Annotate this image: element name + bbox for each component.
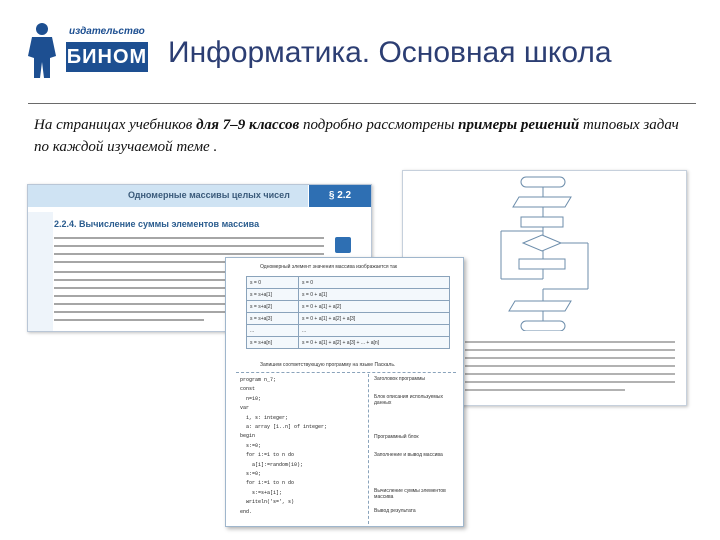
text-line (465, 341, 675, 343)
text-line (465, 365, 675, 367)
code-comment: Программный блок (374, 434, 419, 440)
pencil-icon (335, 237, 351, 253)
code-comment: Заголовок программы (374, 376, 426, 382)
table-cell: s = s+a[n] (247, 337, 299, 349)
publisher-name: БИНОМ (66, 46, 148, 68)
text-line (54, 287, 234, 289)
text-line (54, 279, 234, 281)
table-cell: s = 0 + a[1] (299, 289, 450, 301)
table-caption: Одномерный элемент значения массива изображается так (260, 264, 398, 270)
table-cell: s = 0 (247, 277, 299, 289)
publisher-small-label: издательство (69, 26, 145, 37)
code-line: s:=s+a[i]; (240, 489, 283, 496)
code-line: writeln('s=', s) (240, 499, 295, 506)
desc-part-3: типовых задач по каждой изучаемой теме . (34, 117, 679, 155)
text-line (54, 319, 204, 321)
table-cell: s = 0 + a[1] + a[2] (299, 301, 450, 313)
table-cell: s = s+a[2] (247, 301, 299, 313)
code-line: const (240, 386, 256, 393)
table-cell: s = 0 (299, 277, 450, 289)
subsection-heading: 2.2.4. Вычисление суммы элементов массива (54, 219, 260, 229)
table-row (247, 289, 450, 301)
divider (236, 372, 456, 373)
table-cell: s = s+a[3] (247, 313, 299, 325)
person-icon (22, 22, 62, 80)
text-line (54, 253, 324, 255)
code-line: begin (240, 433, 256, 440)
code-line: program n_7; (240, 377, 277, 383)
desc-bold-2: примеры решений (458, 117, 580, 133)
text-line (54, 271, 234, 273)
desc-part-2: подробно рассмотрены (299, 117, 459, 133)
text-line (54, 295, 234, 297)
code-line: a[i]:=random(10); (240, 461, 304, 468)
table-cell: s = 0 + a[1] + a[2] + a[3] + ... + a[n] (299, 337, 450, 349)
table-row (247, 313, 450, 325)
page-header-title: Одномерные массивы целых чисел (128, 190, 290, 200)
textbook-page-program (225, 257, 464, 527)
text-line (54, 245, 324, 247)
code-line: end. (240, 508, 253, 515)
table-row (247, 325, 450, 337)
code-line: a: array [1..n] of integer; (240, 424, 328, 431)
text-line (465, 373, 675, 375)
table-cell: s = s+a[1] (247, 289, 299, 301)
code-block (240, 376, 360, 517)
page-title: Информатика. Основная школа (168, 36, 612, 69)
text-line (465, 357, 675, 359)
sum-table (246, 276, 450, 349)
page-header-band (28, 185, 308, 207)
code-comment: Блок описания используемых данных (374, 394, 443, 406)
text-line (54, 311, 234, 313)
desc-part-1: На страницах учебников (34, 117, 197, 133)
description-text (34, 114, 684, 158)
text-line (465, 349, 675, 351)
table-row (247, 301, 450, 313)
section-badge: § 2.2 (309, 185, 371, 207)
code-title: Запишем соответствующую программу на языке Паскаль. (260, 362, 396, 368)
code-comment: Заполнение и вывод массива (374, 452, 443, 458)
table-row (247, 277, 450, 289)
text-line (465, 381, 675, 383)
code-line: n=10; (240, 395, 262, 402)
code-line: s:=0; (240, 471, 262, 478)
code-comment: Вывод результата (374, 508, 416, 514)
desc-bold-1: для 7–9 классов (196, 117, 300, 133)
code-line: for i:=1 to n do (240, 480, 295, 487)
page-margin (28, 212, 53, 331)
text-line (465, 389, 625, 391)
text-line (54, 237, 324, 239)
table-cell: ... (299, 325, 450, 337)
column-divider (368, 374, 369, 524)
code-line: i, s: integer; (240, 414, 289, 421)
code-line: var (240, 405, 250, 412)
table-row (247, 337, 450, 349)
table-cell: ... (247, 325, 299, 337)
text-line (54, 303, 234, 305)
code-comment: Вычисление суммы элементов массива (374, 488, 446, 500)
publisher-box (66, 42, 148, 72)
table-cell: s = 0 + a[1] + a[2] + a[3] (299, 313, 450, 325)
code-line: s:=0; (240, 442, 262, 449)
binom-logo (22, 22, 148, 80)
header-divider (28, 103, 696, 104)
code-line: for i:=1 to n do (240, 452, 295, 459)
